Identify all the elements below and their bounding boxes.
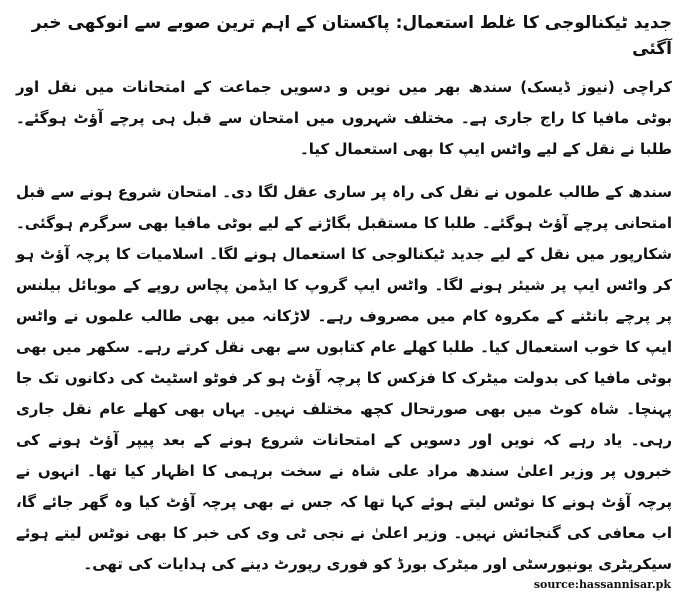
source-credit: source:hassannisar.pk (533, 578, 671, 591)
article-paragraph-1: کراچی (نیوز ڈیسک) سندھ بھر میں نویں و دسویں جماعت کے امتحانات میں نقل اور بوٹی مافیا کا راج جاری ہے۔ مختلف شہروں میں امتحان سے قبل ہی پرچے آؤٹ ہوگئے۔ طلبا نے نقل کے لیے واٹس ایپ کا بھی استعمال کیا۔ (16, 78, 672, 158)
article-paragraph-2: سندھ کے طالب علموں نے نقل کی راہ پر ساری عقل لگا دی۔ امتحان شروع ہونے سے قبل امتحانی پرچے آؤٹ ہوگئے۔ طلبا کا مستقبل بگاڑنے کے لیے بوٹی مافیا بھی سرگرم ہوگئی۔ شکارپور میں نقل کے لیے جدید ٹیکنالوجی کا استعمال ہونے لگا۔ اسلامیات کا پرچہ آؤٹ ہو کر واٹس ایپ پر شیئر ہونے لگا۔ واٹس ایپ گروپ کا ایڈمن پچاس روپے کے موبائل بیلنس پر پرچے بانٹنے کے مکروہ کام میں مصروف رہے۔ لاڑکانہ میں بھی طالب علموں نے واٹس ایپ کا خوب استعمال کیا۔ طلبا کھلے عام کتابوں سے بھی نقل کرتے رہے۔ سکھر میں بھی بوٹی مافیا کی بدولت میٹرک کا فزکس کا پرچہ آؤٹ ہو کر فوٹو اسٹیٹ کی دکانوں تک جا پہنچا۔ شاہ کوٹ میں بھی صورتحال کچھ مختلف نہیں۔ یہاں بھی کھلے عام نقل جاری رہی۔ یاد رہے کہ نویں اور دسویں کے امتحانات شروع ہونے کے بعد پیپر آؤٹ ہونے کی خبروں پر وزیر اعلیٰ سندھ مراد علی شاہ نے سخت برہمی کا اظہار کیا تھا۔ انہوں نے پرچہ آؤٹ ہونے کا نوٹس لیتے ہوئے کہا تھا کہ جس نے بھی پرچہ آؤٹ کیا وہ گھر جائے گا، اب معافی کی گنجائش نہیں۔ وزیر اعلیٰ نے نجی ٹی وی کی خبر کا بھی نوٹس لیتے ہوئے سیکریٹری یونیورسٹی اور میٹرک بورڈ کو فوری رپورٹ دینے کی ہدایات کی تھی۔ (16, 183, 672, 573)
article-headline: جدید ٹیکنالوجی کا غلط استعمال: پاکستان کے اہم ترین صوبے سے انوکھی خبر آگئی (31, 13, 672, 59)
article-body (16, 10, 672, 592)
